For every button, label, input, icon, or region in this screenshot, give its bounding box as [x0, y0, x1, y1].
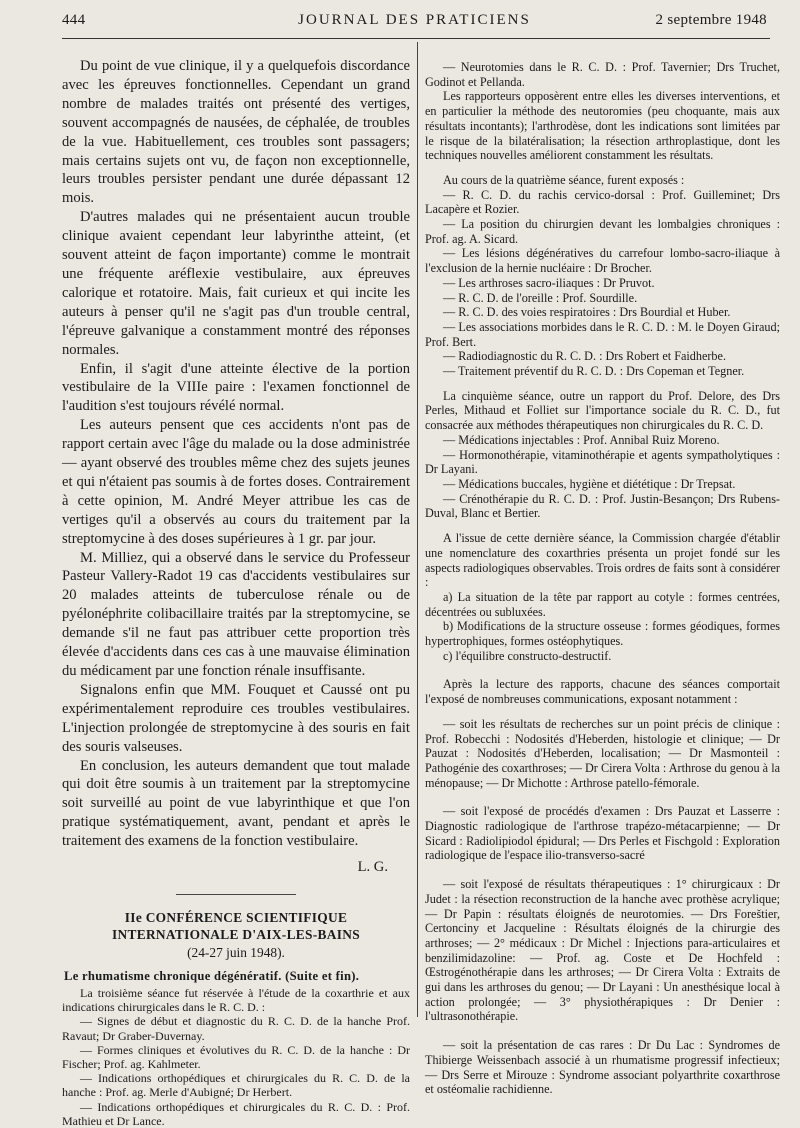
conference-dates: (24-27 juin 1948).: [187, 945, 285, 961]
list-item: — Les associations morbides dans le R. C. D. : M. le Doyen Giraud; Prof. Bert.: [425, 319, 780, 349]
column-divider: [417, 42, 418, 1017]
page-number: 444: [62, 12, 86, 28]
conference-title-line: INTERNATIONALE D'AIX-LES-BAINS: [112, 927, 360, 943]
conference-title: [62, 909, 410, 943]
paragraph: La cinquième séance, outre un rapport du Prof. Delore, des Drs Perles, Mithaud et Folliet sur l'importance sociale du R. C. D., fut consacrée aux méthodes thérapeutiques non chirurgicales du R. C. D.: [425, 388, 780, 433]
paragraph: D'autres malades qui ne présentaient aucun trouble clinique avaient cependant leur labyrinthe atteint, (et souvent atteint de façon importante) comme le montrait une fréquente aréflexie vestibulaire, aux épreuves calorique et rotatoire. Mais, fait curieux et qui incite les auteurs à penser qu'il ne s'agit pas d'un trouble central, l'épreuve galvanique a constamment montré des réponses normales.: [62, 209, 410, 358]
list-item: — Radiodiagnostic du R. C. D. : Drs Robert et Faidherbe.: [443, 349, 726, 364]
paragraph: En conclusion, les auteurs demandent que tout malade qui doit être soumis à un traitement par la streptomycine soit surveillé au point de vue labyrinthique et que l'on pratique systématiquement, avant, pendant et après le traitement des examens de la fonction vestibulaire.: [62, 757, 410, 850]
list-item: — R. C. D. du rachis cervico-dorsal : Prof. Guilleminet; Drs Lacapère et Rozier.: [425, 187, 780, 217]
list-item: — R. C. D. de l'oreille : Prof. Sourdille.: [443, 290, 638, 305]
journal-title: JOURNAL DES PRATICIENS: [298, 12, 531, 28]
paragraph: Enfin, il s'agit d'une atteinte élective de la portion vestibulaire de la VIIIe paire : l'examen fonctionnel de l'audition s'est toujours révélé normal.: [62, 360, 410, 415]
paragraph: La troisième séance fut réservée à l'étude de la coxarthrie et aux indications chirurgicales dans le R. C. D. :: [62, 986, 410, 1015]
header-rule: [62, 38, 770, 39]
paragraph: Après la lecture des rapports, chacune des séances comportait l'exposé de nombreuses communications, exposant notamment :: [425, 677, 780, 707]
paragraph: Au cours de la quatrième séance, furent exposés :: [443, 172, 685, 187]
issue-date: 2 septembre 1948: [655, 12, 767, 28]
list-item: a) La situation de la tête par rapport au cotyle : formes centrées, décentrées ou subluxées.: [425, 589, 780, 619]
list-item: — Indications orthopédiques et chirurgicales du R. C. D. : Prof. Mathieu et Dr Lance.: [62, 1099, 410, 1128]
list-item: — Crénothérapie du R. C. D. : Prof. Justin-Besançon; Drs Rubens-Duval, Blanc et Bertier.: [425, 491, 780, 521]
paragraph: — soit la présentation de cas rares : Dr Du Lac : Syndromes de Thibierge Weissenbach associé à un rhumatisme progressif infectieux; — Drs Serre et Mirouze : Syndrome associant polyarthrite coxarthrose et ostéomalie rachidienne.: [425, 1038, 780, 1097]
paragraph: A l'issue de cette dernière séance, la Commission chargée d'établir une nomenclature des coxarthries présenta un projet fondé sur les aspects radiologiques observables. Trois ordres de faits sont à considérer :: [425, 531, 780, 590]
list-item: — Médications buccales, hygiène et diététique : Dr Trepsat.: [443, 476, 736, 491]
list-item: — Neurotomies dans le R. C. D. : Prof. Tavernier; Drs Truchet, Godinot et Pellanda.: [425, 60, 780, 89]
list-item: — Hormonothérapie, vitaminothérapie et agents sympatholytiques : Dr Layani.: [425, 447, 780, 477]
paragraph: — soit l'exposé de résultats thérapeutiques : 1° chirurgicaux : Dr Judet : la résection reconstruction de la hanche avec prothèse acrylique; — Dr Papin : résultats éloignés de neurotomies. — Drs Foreštier, Certonciny et Jacqueline : Résultats éloignés de la chirurgie des arthroses; — 2° médicaux : Dr Michel : Injections para-articulaires et benzilimidazoline: — Prof. ag. Coste et De Hochfeld : Œstrogénothérapie dans les arthroses; — Dr Cirera Volta : Extraits de gui dans les arthroses du genou; — Dr Layani : Un anesthésique local à action prolongée; — 3° physiothérapiques : Dr Denier : l'ultrasonothérapie.: [425, 877, 780, 1024]
paragraph: M. Milliez, qui a observé dans le service du Professeur Pasteur Vallery-Radot 19 cas d'accidents vestibulaires sur 20 malades atteints de tuberculose rénale ou de pyélonéphrite colibacillaire traités par la streptomycine, se demande s'il ne faut pas attribuer cette proportion très élevée d'accidents dans ces cas à une mauvaise élimination du médicament par une fonction rénale insuffisante.: [62, 549, 410, 679]
paragraph: — soit les résultats de recherches sur un point précis de clinique : Prof. Robecchi : Nodosités d'Heberden, histologie et clinique; — Dr Pauzat : Nodosités d'Heberden, localisation; — Dr Masmonteil : Pathogénie des coxarthroses; — Dr Cirera Volta : Arthrose du genou à la ménopause; — Dr Michotte : Arthrose patello-fémorale.: [425, 716, 780, 790]
paragraph: Les rapporteurs opposèrent entre elles les diverses interventions, et en particulier la méthode des neutoromies (peu choquante, mais aux résultats incontants); l'arthrodèse, dont les indications sont limitées par le risque de la bilatéralisation; la résection arthroplastique, dont les techniques nouvelles améliorent constamment les résultats.: [425, 89, 780, 163]
page-header: [62, 12, 767, 34]
list-item: c) l'équilibre constructo-destructif.: [443, 648, 612, 663]
list-item: — Indications orthopédiques et chirurgicales du R. C. D. de la hanche : Prof. ag. Merle d'Aubigné; Dr Herbert.: [62, 1071, 410, 1100]
left-column: [62, 57, 410, 1128]
list-item: — Les lésions dégénératives du carrefour lombo-sacro-iliaque à l'exclusion de la hernie nucléaire : Dr Brocher.: [425, 246, 780, 276]
section-rule: [176, 894, 296, 895]
right-column: [425, 60, 780, 1097]
list-item: — Signes de début et diagnostic du R. C. D. de la hanche Prof. Ravaut; Dr Graber-Duvernay.: [62, 1014, 410, 1043]
list-item: — Médications injectables : Prof. Annibal Ruiz Moreno.: [443, 432, 720, 447]
section-subtitle: Le rhumatisme chronique dégénératif. (Suite et fin).: [64, 969, 360, 984]
list-item: — R. C. D. des voies respiratoires : Drs Bourdial et Huber.: [443, 305, 731, 320]
paragraph: Les auteurs pensent que ces accidents n'ont pas de rapport certain avec l'âge du malade ou la dose administrée — ayant observé des troubles même chez des sujets jeunes et qui n'étaient pas soumis à de fortes doses. Contrairement à cette opinion, M. André Meyer attribue les cas de vertiges qu'il a observés au cours du traitement par la streptomycine à des doses supérieures à 1 gr. par jour.: [62, 417, 410, 547]
paragraph: Signalons enfin que MM. Fouquet et Caussé ont pu expérimentalement reproduire ces troubles vestibulaires. L'injection prolongée de streptomycine à des souris en fait des souris valseuses.: [62, 681, 410, 755]
author-signature: L. G.: [357, 859, 388, 876]
paragraph: — soit l'exposé de procédés d'examen : Drs Pauzat et Lasserre : Diagnostic radiologique de l'arthrose trapézo-métacarpienne; — Dr Sicard : Radiolipiodol épidural; — Drs Perles et Fischgold : Exploration radiologique de l'espace ilio-transverso-sacré: [425, 804, 780, 863]
paragraph: Du point de vue clinique, il y a quelquefois discordance avec les épreuves fonctionnelles. Cependant un grand nombre de malades traités ont présenté des vertiges, souvent accompagnés de nausées, de céphalée, de troubles de la vue. Habituellement, ces troubles sont passagers; mais certains sujets ont vu, de façon non exceptionnelle, leurs troubles persister pendant une durée dépassant 12 mois.: [62, 58, 410, 207]
list-item: — Formes cliniques et évolutives du R. C. D. de la hanche : Dr Fischer; Prof. ag. Kahlmeter.: [62, 1042, 410, 1072]
conference-title-line: IIe CONFÉRENCE SCIENTIFIQUE: [124, 910, 348, 926]
list-item: b) Modifications de la structure osseuse : formes géodiques, formes hypertrophiques, formes ostéophytiques.: [425, 619, 780, 649]
list-item: — Les arthroses sacro-iliaques : Dr Pruvot.: [443, 275, 655, 290]
list-item: — Traitement préventif du R. C. D. : Drs Copeman et Tegner.: [443, 364, 745, 379]
list-item: — La position du chirurgien devant les lombalgies chroniques : Prof. ag. A. Sicard.: [425, 217, 780, 246]
